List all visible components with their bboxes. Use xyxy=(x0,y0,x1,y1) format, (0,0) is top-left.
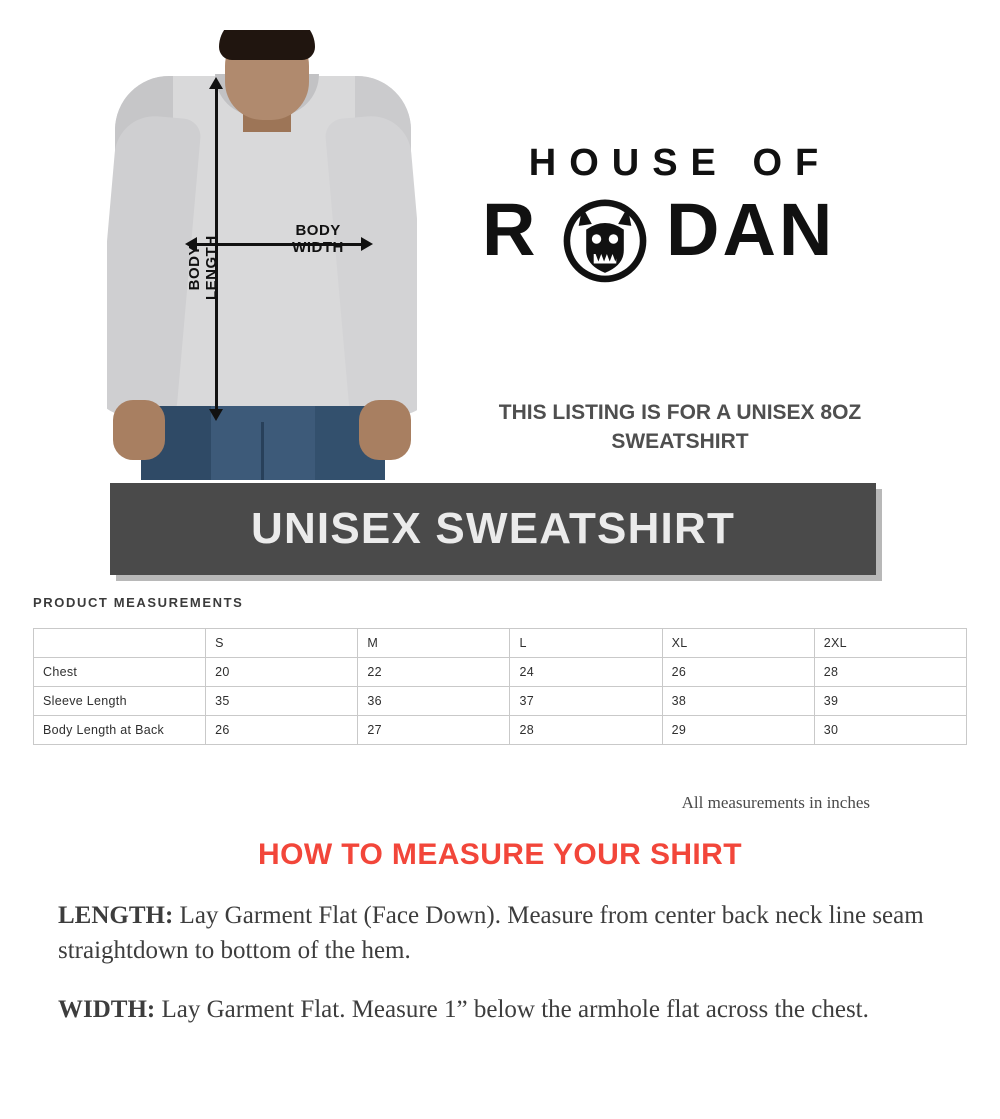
body-length-l: 28 xyxy=(510,716,662,745)
how-to-measure-body xyxy=(58,898,958,1051)
column-header-empty xyxy=(34,629,206,658)
model-jeans-seam xyxy=(261,422,264,480)
how-to-measure-width xyxy=(58,992,958,1027)
body-width-label-line1: BODY xyxy=(295,222,341,239)
table-row xyxy=(34,658,967,687)
body-length-xl: 29 xyxy=(662,716,814,745)
column-header-l: L xyxy=(510,629,662,658)
sleeve-m: 36 xyxy=(358,687,510,716)
product-photo xyxy=(107,30,417,480)
body-length-m: 27 xyxy=(358,716,510,745)
body-length-2xl: 30 xyxy=(814,716,966,745)
column-header-m: M xyxy=(358,629,510,658)
unisex-sweatshirt-banner xyxy=(110,483,876,575)
sleeve-2xl: 39 xyxy=(814,687,966,716)
sleeve-s: 35 xyxy=(206,687,358,716)
column-header-s: S xyxy=(206,629,358,658)
table-header-row xyxy=(34,629,967,658)
chest-m: 22 xyxy=(358,658,510,687)
brand-logo-line1: HOUSE OF xyxy=(528,142,832,184)
brand-logo-letters-dan: DAN xyxy=(666,188,836,271)
chest-l: 24 xyxy=(510,658,662,687)
column-header-2xl: 2XL xyxy=(814,629,966,658)
chest-xl: 26 xyxy=(662,658,814,687)
model-hair xyxy=(219,30,315,60)
listing-note: THIS LISTING IS FOR A UNISEX 8OZ SWEATSHIRT xyxy=(498,401,862,453)
how-to-measure-length xyxy=(58,898,958,968)
body-length-s: 26 xyxy=(206,716,358,745)
row-label-chest: Chest xyxy=(34,658,206,687)
how-to-measure-title: HOW TO MEASURE YOUR SHIRT xyxy=(258,838,742,871)
body-length-label-line2: LENGTH xyxy=(203,235,220,300)
body-width-label-line2: WIDTH xyxy=(292,239,344,256)
brand-logo-letter-r: R xyxy=(482,188,537,271)
sleeve-xl: 38 xyxy=(662,687,814,716)
chest-s: 20 xyxy=(206,658,358,687)
banner-label: UNISEX SWEATSHIRT xyxy=(250,504,736,553)
model-hand-right xyxy=(359,400,411,460)
brand-logo-line2 xyxy=(470,188,890,274)
body-width-label xyxy=(287,222,349,256)
body-length-label-line1: BODY xyxy=(186,245,203,291)
width-label: WIDTH: xyxy=(58,996,156,1023)
length-label: LENGTH: xyxy=(58,902,174,929)
width-text: Lay Garment Flat. Measure 1” below the armhole flat across the chest. xyxy=(155,996,869,1023)
chest-2xl: 28 xyxy=(814,658,966,687)
length-text: Lay Garment Flat (Face Down). Measure from center back neck line seam straightdown to bottom of the hem. xyxy=(58,902,924,964)
row-label-body-length-at-back: Body Length at Back xyxy=(34,716,206,745)
product-measurements-title: PRODUCT MEASUREMENTS xyxy=(33,595,244,610)
table-row xyxy=(34,687,967,716)
model-hand-left xyxy=(113,400,165,460)
measurements-footnote: All measurements in inches xyxy=(681,793,870,812)
brand-logo xyxy=(470,140,890,274)
monster-logo-icon xyxy=(558,192,652,286)
column-header-xl: XL xyxy=(662,629,814,658)
table-row xyxy=(34,716,967,745)
body-length-label xyxy=(186,235,220,300)
sleeve-l: 37 xyxy=(510,687,662,716)
measurements-table xyxy=(33,628,967,745)
row-label-sleeve-length: Sleeve Length xyxy=(34,687,206,716)
